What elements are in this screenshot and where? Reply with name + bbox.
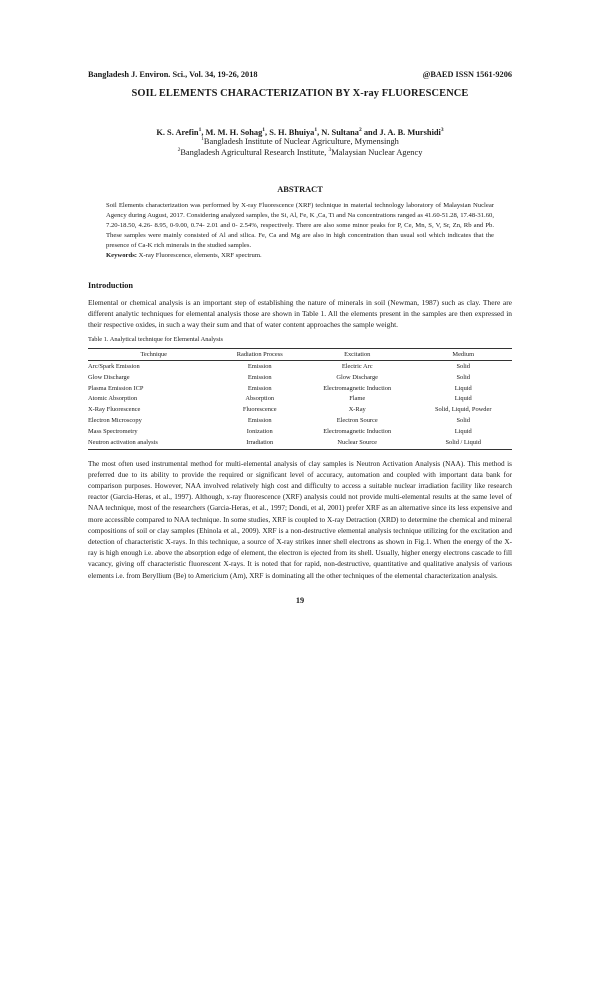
paper-page <box>88 70 512 605</box>
table-cell: Liquid <box>454 395 472 403</box>
table-cell: X-Ray <box>348 406 366 414</box>
journal-citation: Bangladesh J. Environ. Sci., Vol. 34, 19-26, 2018 <box>88 70 258 79</box>
author: J. A. B. Murshidi <box>379 128 441 137</box>
author: S. H. Bhuiya <box>269 128 315 137</box>
column-header: Medium <box>414 349 512 360</box>
table-cell: Nuclear Source <box>300 438 414 449</box>
issn: @BAED ISSN 1561-9206 <box>422 70 512 79</box>
table-cell: Solid <box>456 362 470 370</box>
table-cell: Fluorescence <box>242 406 277 414</box>
author: N. Sultana <box>321 128 359 137</box>
table-row <box>88 372 512 383</box>
abstract <box>106 201 494 262</box>
table-row <box>88 383 512 394</box>
table-cell: Irradiation <box>219 438 300 449</box>
table-cell: Solid, Liquid, Powder <box>435 406 492 414</box>
table-cell: Plasma Emission ICP <box>88 384 144 392</box>
affiliation-1: $^1$Bangladesh Institute of Nuclear Agriculture, Mymensingh <box>201 136 399 146</box>
paragraph: The most often used instrumental method for multi-elemental analysis of clay samples is Neutron Activation Analysis (NAA). This method is preferred due to its ability to provide the required or significant level of accuracy, automation and coupled with important data bank for comparison purposes. However, NAA involved relatively high cost and difficulty to access a suitable nuclear irradiation facility like research reactor (Garcia-Heras, et al., 1997). Although, x-ray fluorescence (XRF) analysis could not provide multi-elemental results at the same level of NAA technique, most of the researchers (Garcia-Heras, et al., 1997; Dondi, et al, 2001) prefer XRF as an alternative since its less expensive and more accessible compared to NAA technique. In some studies, XRF is coupled to X-ray Detraction (XRD) to determine the chemical and mineral compositions of soil or clay samples (Ehinola et al., 2009). XRF is a non-destructive elemental analysis technique utilizing for the excitation and detection of characteristic X-rays. In this technique, a source of X-ray strikes inner shell electrons as shown in Fig.1. When the energy of the X-ray is high enough i.e. above the absorption edge of element, the electron is ejected from its shell. Usually, higher energy electrons cascade to fill vacancy, giving off characteristic fluorescent X-rays. It is noted that for rapid, non-destructive, quantitative and qualitative analysis of various elements i.e. from Beryllium (Be) to Americium (Am), XRF is dominating all the other techniques of the elemental characterization analysis. <box>88 459 512 580</box>
table-row <box>88 416 512 427</box>
table-cell: Emission <box>247 384 272 392</box>
table-cell: Solid <box>456 373 470 381</box>
keywords: Keywords: X-ray Fluorescence, elements, XRF spectrum. <box>106 252 262 260</box>
table-cell: Solid / Liquid <box>414 438 512 449</box>
column-header: Radiation Process <box>219 349 300 360</box>
table-cell: Glow Discharge <box>336 373 379 381</box>
table-cell: Liquid <box>454 384 472 392</box>
table-cell: Ionization <box>246 428 273 436</box>
author: K. S. Arefin <box>156 128 199 137</box>
table-row <box>88 360 512 371</box>
table-cell: Flame <box>349 395 366 403</box>
table-cell: Electromagnetic Induction <box>323 384 392 392</box>
table-cell: Absorption <box>245 395 275 403</box>
column-header: Technique <box>88 349 219 360</box>
affiliation-2: $^2$Bangladesh Agricultural Research Institute, $^3$Malaysian Nuclear Agency <box>177 146 423 157</box>
table-cell: Emission <box>247 417 272 425</box>
table-caption: Table 1. Analytical technique for Elemental Analysis <box>88 336 223 344</box>
author: M. M. H. Sohag <box>205 128 263 137</box>
table-row <box>88 405 512 416</box>
running-header <box>88 70 512 79</box>
paper-title: SOIL ELEMENTS CHARACTERIZATION BY X-ray FLUORESCENCE <box>131 88 469 99</box>
abstract-heading: ABSTRACT <box>277 185 323 194</box>
table-cell: Glow Discharge <box>88 373 130 381</box>
column-header: Excitation <box>300 349 414 360</box>
technique-table <box>88 348 512 449</box>
table-cell: Electron Source <box>336 417 378 425</box>
table-header-row <box>88 349 512 360</box>
section-heading-introduction: Introduction <box>88 280 134 290</box>
table-cell: Arc/Spark Emission <box>88 362 140 370</box>
table-cell: Atomic Absorption <box>88 395 138 403</box>
table-cell: X-Ray Fluorescence <box>88 406 141 414</box>
abstract-text: Soil Elements characterization was performed by X-ray Fluorescence (XRF) technique in material technology laboratory of Malaysian Nuclear Agency during August, 2017. Considering analyzed samples, the Si, Al, Fe, K ,Ca, Ti and Na concentrations ranged as 41.60-51.28, 17.48-31.60, 7.20-18.50, 4.26- 8.95, 0-9.00, 0.74- 2.01 and 0- 2.54%, respectively. There are also some minor peaks for P, Ce, Mn, S, V, Sr, Zn, Rb and Pb. These samples were mainly consisted of Al and silica. Fe, Ca and Mg are also in high concentration than usual soil which indicates that the presence of Ca-K rich minerals in the studied samples. <box>106 202 494 250</box>
author-list: K. S. Arefin$^1$, M. M. H. Sohag$^1$, S. H. Bhuiya$^1$, N. Sultana$^2$ and J. A. B. Murshidi$^3$ <box>156 127 444 137</box>
table-cell: Electric Arc <box>341 362 373 370</box>
paragraph: Elemental or chemical analysis is an important step of establishing the nature of minerals in soil (Newman, 1987) such as clay. There are different analytic techniques for elemental analysis those are shown in Table 1. All the elements present in the samples are then expressed in their respective oxides, in such a way their sum and that of water content approaches the sample weight. <box>88 297 512 330</box>
table-row <box>88 438 512 449</box>
table-row <box>88 394 512 405</box>
page-number: 19 <box>295 595 305 605</box>
table-cell: Solid <box>456 417 470 425</box>
table-cell: Mass Spectrometry <box>88 428 138 436</box>
table-cell: Emission <box>247 362 272 370</box>
table-cell: Liquid <box>454 428 472 436</box>
table-cell: Electromagnetic Induction <box>323 428 392 436</box>
table-cell: Electron Microscopy <box>88 417 142 425</box>
table-row <box>88 427 512 438</box>
table-cell: Emission <box>247 373 272 381</box>
table-cell: Neutron activation analysis <box>88 438 219 449</box>
